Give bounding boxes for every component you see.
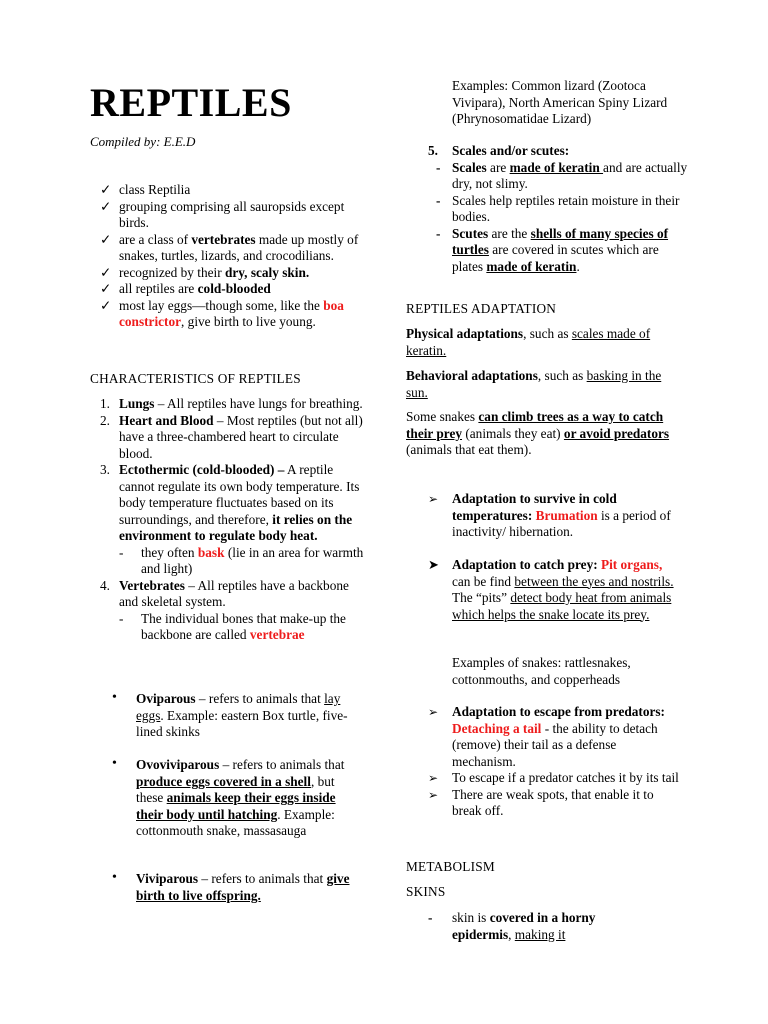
- skin-item: [428, 910, 638, 943]
- metabolism-heading: METABOLISM: [406, 859, 495, 874]
- scales-heading: 5. Scales and/or scutes:: [428, 143, 570, 158]
- page-title: REPTILES: [90, 80, 292, 125]
- adaptation-heading: REPTILES ADAPTATION: [406, 301, 557, 316]
- checkmark-icon: ✓: [100, 198, 112, 214]
- list-item: 3. Ectothermic (cold-blooded) – A reptile cannot regulate its own body temperature. Its body temperature fluctuates based on its surroundings, and therefore, it relies on the environment to regulate body heat.: [100, 462, 360, 543]
- list-item: ➢ Adaptation to escape from predators: Detaching a tail - the ability to detach (remove) their tail as a defense mechanism.: [428, 704, 665, 769]
- compiled-by: Compiled by: E.E.D: [90, 134, 196, 149]
- list-item: ✓ most lay eggs—though some, like the boa constrictor, give birth to live young.: [100, 297, 344, 329]
- arrow-icon: ➢: [428, 771, 439, 785]
- list-item: • Viviparous – refers to animals that give birth to live offspring.: [112, 870, 350, 903]
- arrow-icon: ➢: [428, 492, 439, 506]
- arrow-icon: ➢: [428, 705, 439, 719]
- checkmark-icon: ✓: [100, 182, 112, 197]
- checkmark-icon: ✓: [100, 297, 112, 313]
- adaptation-escape: [428, 704, 683, 820]
- reproduction-item-ovoviviparous: [112, 757, 362, 840]
- snake-adaptation-text: Some snakes can climb trees as a way to catch their prey (animals they eat) or avoid predators (animals that eat them).: [406, 409, 670, 457]
- intro-checklist: [100, 182, 360, 331]
- list-item: ➢ There are weak spots, that enable it to break off.: [428, 786, 654, 818]
- list-item: - Scales are made of keratin and are actually dry, not slimy.: [436, 159, 688, 191]
- list-item: • Oviparous – refers to animals that lay eggs. Example: eastern Box turtle, five-lined skinks: [112, 690, 348, 739]
- list-item: - they often bask (lie in an area for warmth and light): [119, 544, 364, 576]
- checkmark-icon: ✓: [100, 231, 112, 247]
- lizard-examples: Examples: Common lizard (Zootoca Vivipara), North American Spiny Lizard (Phrynosomatidae Lizard): [452, 78, 668, 126]
- list-item: ➤ Adaptation to catch prey: Pit organs, can be find between the eyes and nostrils. The “pits” detect body heat from animals which helps the snake locate its prey.: [428, 557, 674, 622]
- list-item: ✓ all reptiles are cold-blooded: [100, 281, 271, 296]
- list-item: - Scutes are the shells of many species of turtles are covered in scutes which are plates made of keratin.: [436, 225, 669, 274]
- list-item: 4. Vertebrates – All reptiles have a backbone and skeletal system.: [100, 577, 349, 609]
- reproduction-item-viviparous: [112, 871, 362, 904]
- list-item: ✓ class Reptilia: [100, 182, 191, 197]
- list-item: ✓ recognized by their dry, scaly skin.: [100, 264, 310, 280]
- list-item: • Ovoviviparous – refers to animals that produce eggs covered in a shell, but these animals keep their eggs inside their body until hatching. Example: cottonmouth snake, massasauga: [112, 756, 345, 838]
- list-item: - Scales help reptiles retain moisture in their bodies.: [436, 192, 680, 224]
- characteristics-heading: CHARACTERISTICS OF REPTILES: [90, 371, 301, 386]
- behavioral-adaptations: Behavioral adaptations, such as basking in the sun.: [406, 368, 662, 400]
- scales-section: [428, 143, 688, 275]
- bullet-icon: •: [112, 756, 117, 771]
- list-item: ✓ grouping comprising all sauropsids except birds.: [100, 198, 345, 230]
- list-item: ➢ To escape if a predator catches it by its tail: [428, 770, 679, 785]
- arrow-icon: ➤: [428, 557, 439, 572]
- characteristics-list: [100, 396, 370, 644]
- list-item: ✓ are a class of vertebrates made up mostly of snakes, turtles, lizards, and crocodilians.: [100, 231, 359, 263]
- bullet-icon: •: [112, 690, 117, 705]
- list-item: ➢ Adaptation to survive in cold temperatures: Brumation is a period of inactivity/ hibernation.: [428, 491, 671, 539]
- list-item: - skin is covered in a horny epidermis, making it: [428, 910, 596, 942]
- checkmark-icon: ✓: [100, 281, 112, 296]
- snake-examples: Examples of snakes: rattlesnakes, cottonmouths, and copperheads: [452, 655, 631, 687]
- bullet-icon: •: [112, 870, 117, 885]
- adaptation-prey: [428, 557, 683, 623]
- arrow-icon: ➢: [428, 787, 439, 802]
- skins-heading: SKINS: [406, 884, 446, 899]
- list-item: - The individual bones that make-up the backbone are called vertebrae: [119, 610, 346, 642]
- list-item: 1. Lungs – All reptiles have lungs for breathing.: [100, 396, 363, 411]
- checkmark-icon: ✓: [100, 264, 112, 280]
- reproduction-item-oviparous: [112, 691, 362, 741]
- list-item: 2. Heart and Blood – Most reptiles (but not all) have a three-chambered heart to circulate blood.: [100, 412, 363, 461]
- adaptation-cold: [428, 491, 683, 541]
- physical-adaptations: Physical adaptations, such as scales made of keratin.: [406, 326, 651, 358]
